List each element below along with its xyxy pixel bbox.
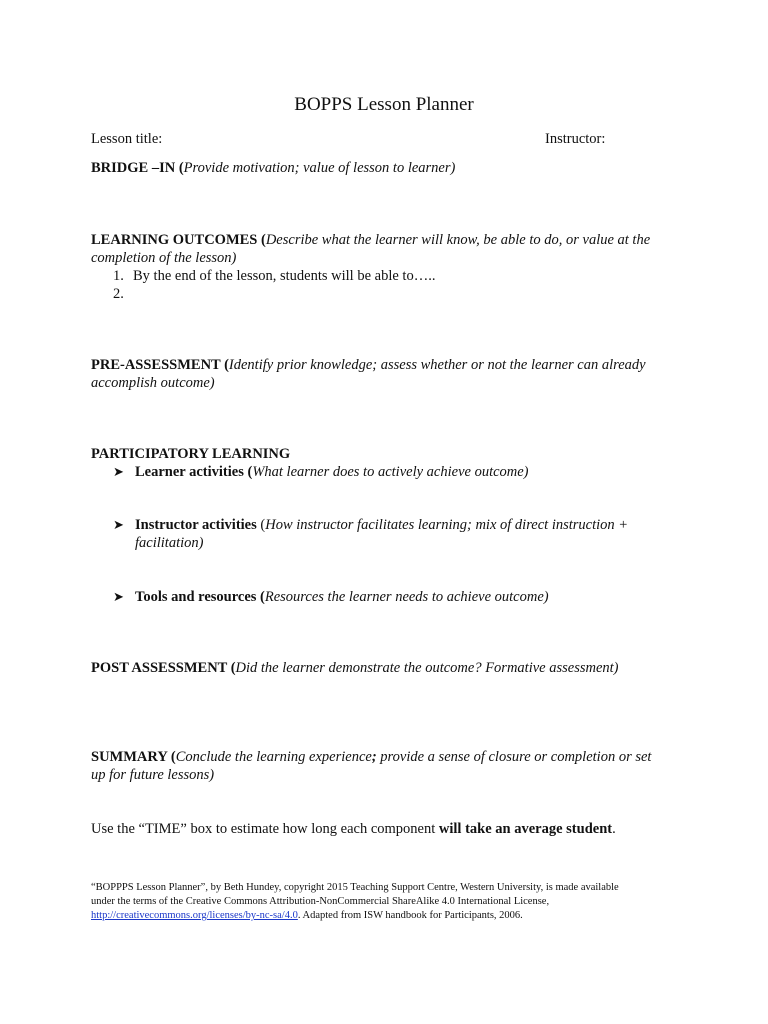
section-description: Conclude the learning experience xyxy=(175,749,372,765)
section-heading: BRIDGE –IN ( xyxy=(91,160,184,176)
section-participatory-learning-heading: PARTICIPATORY LEARNING xyxy=(91,446,291,462)
instructor-label: Instructor: xyxy=(545,131,606,147)
section-bridge-in xyxy=(91,159,455,177)
item-description-cont: facilitation) xyxy=(135,535,204,551)
footnote-line-suffix: . Adapted from ISW handbook for Participants, 2006. xyxy=(297,910,523,921)
item-description: What learner does to actively achieve outcome) xyxy=(252,464,529,480)
section-description-cont: accomplish outcome) xyxy=(91,375,215,391)
time-note xyxy=(91,820,616,838)
list-item xyxy=(113,267,435,285)
time-note-suffix: . xyxy=(612,821,616,837)
section-description: Did the learner demonstrate the outcome? Formative assessment) xyxy=(235,660,619,676)
section-summary xyxy=(91,748,651,784)
item-description: Resources the learner needs to achieve outcome) xyxy=(264,589,549,605)
section-pre-assessment xyxy=(91,356,646,392)
item-label: Tools and resources ( xyxy=(135,589,265,605)
section-description-semicolon: ; xyxy=(371,749,377,765)
time-note-bold: will take an average student xyxy=(438,821,613,837)
item-paren: ( xyxy=(256,517,266,533)
license-link[interactable]: http://creativecommons.org/licenses/by-nc-sa/4.0 xyxy=(91,910,298,921)
list-item-text: By the end of the lesson, students will be able to….. xyxy=(133,268,436,284)
page-title: BOPPS Lesson Planner xyxy=(294,94,474,115)
participatory-item-tools-resources xyxy=(135,588,549,606)
lesson-title-label: Lesson title: xyxy=(91,131,163,147)
section-post-assessment xyxy=(91,659,619,677)
section-learning-outcomes xyxy=(91,231,650,267)
list-item xyxy=(113,285,133,303)
footnote xyxy=(91,881,619,923)
footnote-line: under the terms of the Creative Commons Attribution-NonCommercial ShareAlike 4.0 International License, xyxy=(91,896,550,907)
list-item-number: 1. xyxy=(113,268,124,284)
section-heading: SUMMARY ( xyxy=(91,749,176,765)
item-label: Learner activities ( xyxy=(135,464,253,480)
time-note-prefix: Use the “TIME” box to estimate how long each component xyxy=(91,821,439,837)
section-description: Describe what the learner will know, be able to do, or value at the xyxy=(265,232,651,248)
item-description: How instructor facilitates learning; mix of direct instruction + xyxy=(265,517,629,533)
section-description: Identify prior knowledge; assess whether or not the learner can already xyxy=(228,357,646,373)
footnote-line: “BOPPPS Lesson Planner”, by Beth Hundey, copyright 2015 Teaching Support Centre, Western University, is made available xyxy=(91,882,619,893)
participatory-item-instructor-activities xyxy=(135,516,628,552)
section-description-b: provide a sense of closure or completion or set xyxy=(376,749,652,765)
item-label: Instructor activities xyxy=(135,517,257,533)
section-description-cont: up for future lessons) xyxy=(91,767,215,783)
arrow-bullet-icon: ➤ xyxy=(113,589,124,604)
participatory-item-learner-activities xyxy=(135,463,529,481)
section-heading: POST ASSESSMENT ( xyxy=(91,660,236,676)
arrow-bullet-icon: ➤ xyxy=(113,464,124,479)
section-heading: PRE-ASSESSMENT ( xyxy=(91,357,229,373)
section-heading: LEARNING OUTCOMES ( xyxy=(91,232,266,248)
section-description-cont: completion of the lesson) xyxy=(91,250,237,266)
section-description: Provide motivation; value of lesson to learner) xyxy=(183,160,456,176)
list-item-number: 2. xyxy=(113,286,124,302)
arrow-bullet-icon: ➤ xyxy=(113,517,124,532)
